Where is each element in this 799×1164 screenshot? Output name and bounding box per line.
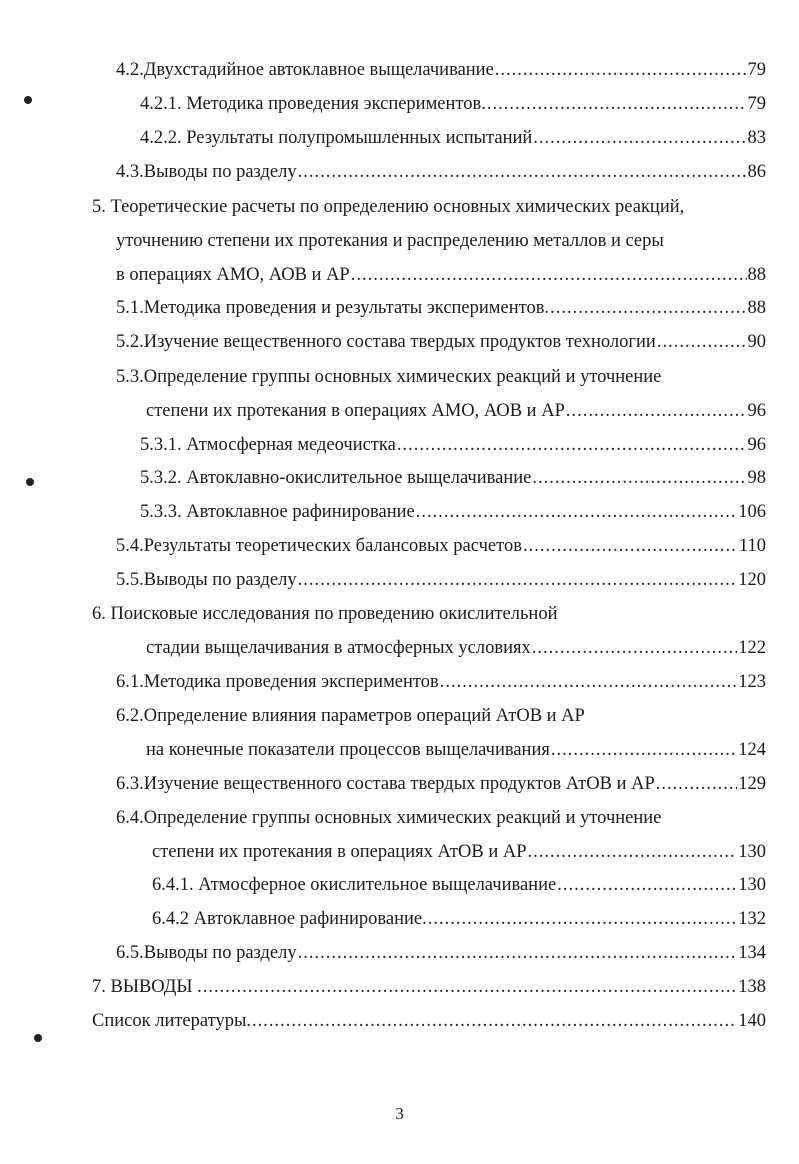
toc-page-number: 130 [738,842,766,862]
toc-entry-6-4-1 [152,870,766,900]
dot-leader [298,565,738,595]
toc-page-number: 124 [738,740,766,760]
toc-chapter-7 [92,972,766,1002]
toc-chapter-5-line-3 [116,260,766,290]
toc-page-number: 123 [738,672,766,692]
toc-entry-6-3 [116,769,766,799]
toc-entry-text: 5.3.1. Атмосферная медеочистка [140,435,396,455]
toc-entry-text: степени их протекания в операциях АМО, АОВ и АР [146,401,565,421]
binder-hole-middle [26,478,34,486]
toc-entry-5-1 [116,293,766,323]
dot-leader [416,497,738,527]
dot-leader [528,837,738,867]
toc-references [92,1006,766,1036]
toc-page-number: 83 [747,128,766,148]
toc-page-number: 90 [747,332,766,352]
toc-entry-text: 4.2.Двухстадийное автоклавное выщелачивание [116,60,494,80]
toc-entry-text: 5.3.2. Автоклавно-окислительное выщелачивание [140,468,532,488]
toc-page-number: 98 [747,468,766,488]
toc-page-number: 129 [738,774,766,794]
toc-entry-6-2-line-2 [146,735,766,765]
dot-leader [487,89,747,119]
dot-leader [557,870,737,900]
toc-entry-5-3-line-2 [146,396,766,426]
dot-leader [440,667,738,697]
dot-leader [397,430,747,460]
dot-leader [532,463,746,493]
toc-page-number: 134 [738,943,766,963]
toc-entry-text: 6.5.Выводы по разделу [116,943,297,963]
toc-page-number: 132 [738,909,766,929]
toc-entry-5-3-1 [140,430,766,460]
toc-page-number: 138 [738,977,766,997]
dot-leader [523,531,738,561]
toc-entry-text: 6.1.Методика проведения экспериментов [116,672,439,692]
dot-leader [657,327,747,357]
toc-page-number: 122 [738,638,766,658]
toc-entry-text: стадии выщелачивания в атмосферных условиях [146,638,531,658]
dot-leader [550,293,746,323]
binder-hole-bottom [34,1034,42,1042]
toc-entry-6-4-line-1: 6.4.Определение группы основных химических реакций и уточнение [116,808,662,828]
toc-entry-5-3-3 [140,497,766,527]
dot-leader [203,972,737,1002]
binder-hole-top [24,96,32,104]
toc-entry-5-5 [116,565,766,595]
dot-leader [428,904,738,934]
toc-entry-6-1 [116,667,766,697]
toc-page-number: 106 [738,502,766,522]
toc-entry-text: 5.3.3. Автоклавное рафинирование [140,502,415,522]
toc-entry-text: в операциях АМО, АОВ и АР [116,265,350,285]
toc-entry-4-2-1 [140,89,766,119]
dot-leader [252,1006,737,1036]
toc-page-number: 110 [738,536,766,556]
toc-entry-text: 6.4.2 Автоклавное рафинирование. [152,909,427,929]
dot-leader [298,938,738,968]
toc-chapter-6-line-1: 6. Поисковые исследования по проведению окислительной [92,604,558,624]
dot-leader [532,633,737,663]
toc-page-number: 88 [747,298,766,318]
toc-entry-text: 6.4.1. Атмосферное окислительное выщелачивание [152,875,557,895]
toc-page-number: 96 [747,401,766,421]
toc-entry-text: 6.3.Изучение вещественного состава твердых продуктов АтОВ и АР [116,774,655,794]
toc-entry-5-3-2 [140,463,766,493]
toc-entry-text: 5.4.Результаты теоретических балансовых расчетов [116,536,522,556]
toc-page-number: 130 [738,875,766,895]
toc-page-number: 79 [747,94,766,114]
toc-entry-text: Список литературы. [92,1011,252,1031]
toc-entry-6-2-line-1: 6.2.Определение влияния параметров операций АтОВ и АР [116,706,585,726]
dot-leader [298,157,747,187]
toc-entry-text: на конечные показатели процессов выщелачивания [146,740,550,760]
toc-entry-text: степени их протекания в операциях АтОВ и АР [152,842,527,862]
toc-page-number: 79 [747,60,766,80]
toc-page-number: 86 [747,162,766,182]
toc-page-number: 96 [747,435,766,455]
dot-leader [566,396,747,426]
toc-entry-6-5 [116,938,766,968]
toc-entry-text: 7. ВЫВОДЫ . [92,977,202,997]
toc-entry-4-2-2 [140,123,766,153]
toc-entry-text: 4.2.1. Методика проведения экспериментов. [140,94,486,114]
toc-page-number: 120 [738,570,766,590]
toc-entry-6-4-line-2 [152,837,766,867]
dot-leader [495,55,747,85]
dot-leader [533,123,746,153]
dot-leader [551,735,737,765]
toc-entry-text: 5.5.Выводы по разделу [116,570,297,590]
toc-entry-6-4-2 [152,904,766,934]
toc-entry-4-2 [116,55,766,85]
toc-page-number: 140 [738,1011,766,1031]
toc-entry-4-3 [116,157,766,187]
toc-entry-5-2 [116,327,766,357]
toc-entry-5-4 [116,531,766,561]
toc-chapter-6-line-2 [146,633,766,663]
toc-page-number: 88 [747,265,766,285]
toc-entry-text: 5.2.Изучение вещественного состава твердых продуктов технологии [116,332,656,352]
dot-leader [351,260,747,290]
toc-chapter-5-line-2: уточнению степени их протекания и распределению металлов и серы [116,231,664,251]
page-number: 3 [395,1104,404,1123]
toc-entry-5-3-line-1: 5.3.Определение группы основных химических реакций и уточнение [116,367,662,387]
toc-chapter-5-line-1: 5. Теоретические расчеты по определению основных химических реакций, [92,197,685,217]
dot-leader [656,769,738,799]
toc-entry-text: 4.2.2. Результаты полупромышленных испытаний [140,128,533,148]
toc-entry-text: 4.3.Выводы по разделу [116,162,297,182]
toc-entry-text: 5.1.Методика проведения и результаты экспериментов. [116,298,550,318]
